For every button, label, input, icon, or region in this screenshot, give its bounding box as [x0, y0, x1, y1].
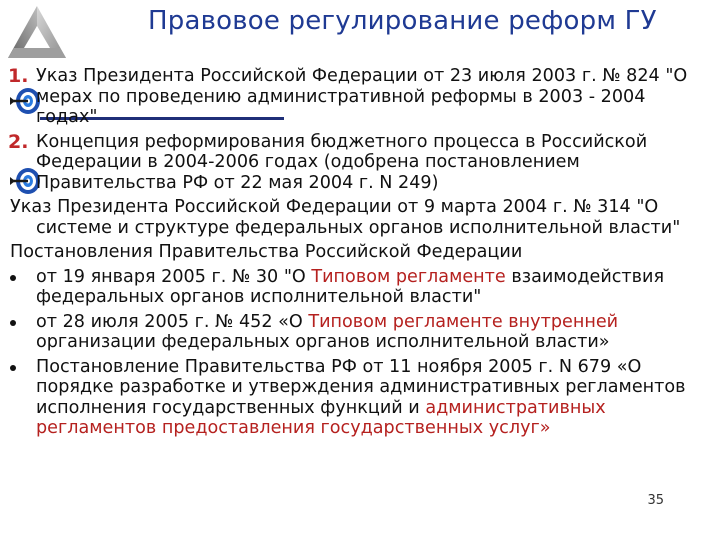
bullet-item	[10, 312, 710, 353]
page-number: 35	[647, 493, 664, 508]
bullet-text-pre: от 28 июля 2005 г. № 452 «О	[36, 311, 309, 332]
bullet-text-pre: Постановление Правительства РФ от 11 ноября 2005 г. N 679 «О порядке разработке и утверждения административных регламентов исполнения государственных функций и	[36, 356, 686, 418]
document-body	[10, 66, 710, 443]
bullet-text-post: организации федеральных органов исполнительной власти»	[36, 332, 610, 352]
impossible-triangle-logo	[6, 4, 68, 62]
page-title: Правовое регулирование реформ ГУ	[148, 6, 657, 36]
bullet-item	[10, 267, 710, 308]
bullet-dot	[10, 320, 16, 326]
item-text: Концепция реформирования бюджетного процесса в Российской Федерации в 2004-2006 годах (одобрена постановлением Правительства РФ от 22 мая 2004 г. N 249)	[36, 131, 648, 193]
bullet-text-post: взаимодействия федеральных органов исполнительной власти"	[36, 266, 665, 307]
postanovleniya-heading: Постановления Правительства Российской Федерации	[10, 242, 523, 262]
bullet-dot	[10, 275, 16, 281]
bullet-text-highlight: административных регламентов предоставления государственных услуг»	[36, 397, 606, 438]
bullet-text-pre: от 19 января 2005 г. № 30 "О	[36, 266, 312, 287]
bullet-text-highlight: Типовом регламенте внутренней	[308, 311, 619, 332]
bullet-item	[10, 357, 710, 439]
bullet-text-highlight: Типовом регламенте	[311, 266, 506, 287]
bullet-dot	[10, 365, 16, 371]
item-number: 2.	[8, 130, 29, 153]
numbered-item	[10, 132, 710, 194]
numbered-item	[10, 66, 710, 128]
item-number: 1.	[8, 65, 29, 87]
ukaz-paragraph: Указ Президента Российской Федерации от 9 марта 2004 г. № 314 "О системе и структуре федеральных органов исполнительной власти"	[10, 197, 681, 238]
item-text: Указ Президента Российской Федерации от 23 июля 2003 г. № 824 "О мерах по проведению административной реформы в 2003 - 2004 годах"	[36, 66, 688, 127]
